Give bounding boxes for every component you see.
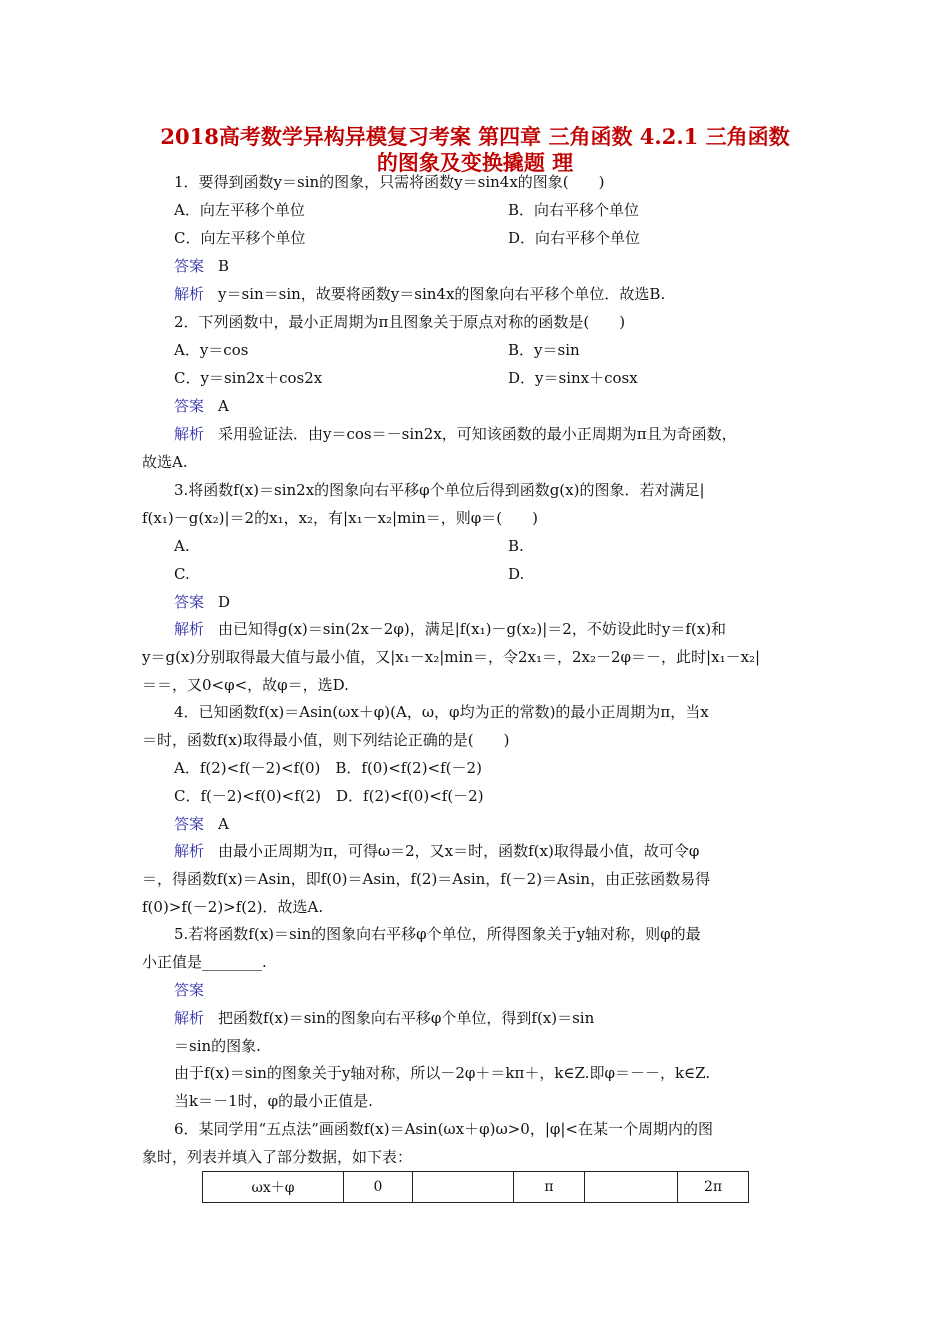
analysis-text: 把函数f(x)＝sin的图象向右平移φ个单位，得到f(x)＝sin: [218, 1009, 595, 1027]
table-cell: π: [514, 1172, 585, 1203]
q3-stem: 3.将函数f(x)＝sin2x的图象向右平移φ个单位后得到函数g(x)的图象．若对满足|: [174, 481, 705, 499]
q4-analysis-cont: f(0)>f(－2)>f(2)．故选A.: [142, 898, 324, 916]
q5-analysis-cont: 当k＝－1时，φ的最小正值是.: [174, 1092, 373, 1110]
answer-value: D: [218, 593, 231, 611]
answer-value: B: [218, 257, 230, 275]
q4-stem-cont: ＝时，函数f(x)取得最小值，则下列结论正确的是( ): [142, 731, 510, 749]
q1-option-a: A．向左平移个单位: [174, 201, 305, 219]
analysis-label: 解析: [174, 1009, 205, 1027]
table-cell: 2π: [678, 1172, 749, 1203]
q1-analysis: [174, 284, 665, 304]
q1-answer: [174, 256, 229, 276]
table-cell: ωx＋φ: [203, 1172, 344, 1203]
q3-option-a: A.: [174, 537, 190, 555]
answer-label: 答案: [174, 257, 205, 275]
document-title-line1: 2018高考数学异构异模复习考案 第四章 三角函数 4.2.1 三角函数: [160, 124, 790, 149]
q4-analysis-cont: ＝，得函数f(x)＝Asin，即f(0)＝Asin，f(2)＝Asin，f(－2)＝Asin，由正弦函数易得: [142, 870, 711, 888]
answer-label: 答案: [174, 981, 205, 999]
document-title-line2: 的图象及变换撬题 理: [376, 150, 574, 175]
q5-analysis: [174, 1008, 594, 1028]
q5-stem-cont: 小正值是________.: [142, 953, 267, 971]
q5-stem: 5.若将函数f(x)＝sin的图象向右平移φ个单位，所得图象关于y轴对称，则φ的最: [174, 925, 701, 943]
analysis-label: 解析: [174, 842, 205, 860]
q2-option-c: C．y＝sin2x＋cos2x: [174, 369, 323, 387]
q5-analysis-cont: ＝sin的图象.: [174, 1037, 261, 1055]
q1-option-d: D．向右平移个单位: [508, 229, 641, 247]
table-cell: [413, 1172, 514, 1203]
q1-option-c: C．向左平移个单位: [174, 229, 306, 247]
q4-options-ab: A．f(2)<f(－2)<f(0) B．f(0)<f(2)<f(－2): [174, 759, 482, 777]
analysis-label: 解析: [174, 425, 205, 443]
q2-stem: 2．下列函数中，最小正周期为π且图象关于原点对称的函数是( ): [174, 313, 626, 331]
answer-label: 答案: [174, 815, 205, 833]
five-point-table: [202, 1171, 749, 1203]
table-cell: [585, 1172, 678, 1203]
analysis-label: 解析: [174, 285, 205, 303]
q3-analysis-cont: y＝g(x)分别取得最大值与最小值，又|x₁－x₂|min＝，令2x₁＝，2x₂－2φ＝－，此时|x₁－x₂|: [142, 648, 761, 666]
q3-option-b: B.: [508, 537, 524, 555]
q3-stem-cont: f(x₁)－g(x₂)|＝2的x₁，x₂，有|x₁－x₂|min＝，则φ＝( ): [142, 509, 538, 527]
answer-value: A: [218, 397, 229, 415]
analysis-label: 解析: [174, 620, 205, 638]
q5-analysis-cont: 由于f(x)＝sin的图象关于y轴对称，所以－2φ＋＝kπ＋，k∈Z.即φ＝－－，k∈Z.: [174, 1064, 711, 1082]
q3-analysis: [174, 619, 726, 639]
answer-label: 答案: [174, 593, 205, 611]
q3-analysis-cont: ＝＝，又0<φ<，故φ＝，选D.: [142, 676, 349, 694]
q4-analysis: [174, 841, 699, 861]
q4-stem: 4．已知函数f(x)＝Asin(ωx＋φ)(A，ω，φ均为正的常数)的最小正周期为π，当x: [174, 703, 709, 721]
q2-analysis-cont: 故选A.: [142, 453, 188, 471]
q3-option-d: D.: [508, 565, 525, 583]
analysis-text: 由最小正周期为π，可得ω＝2，又x＝时，函数f(x)取得最小值，故可令φ: [218, 842, 700, 860]
answer-label: 答案: [174, 397, 205, 415]
q2-option-a: A．y＝cos: [174, 341, 249, 359]
q4-answer: [174, 814, 229, 834]
q3-answer: [174, 592, 230, 612]
answer-value: A: [218, 815, 229, 833]
q2-analysis: [174, 424, 737, 444]
analysis-text: 由已知得g(x)＝sin(2x－2φ)，满足|f(x₁)－g(x₂)|＝2，不妨设此时y＝f(x)和: [218, 620, 727, 638]
q6-stem: 6．某同学用“五点法”画函数f(x)＝Asin(ωx＋φ)ω>0，|φ|<在某一个周期内的图: [174, 1120, 714, 1138]
q6-stem-cont: 象时，列表并填入了部分数据，如下表：: [142, 1148, 413, 1166]
q4-options-cd: C．f(－2)<f(0)<f(2) D．f(2)<f(0)<f(－2): [174, 787, 484, 805]
table-cell: 0: [344, 1172, 413, 1203]
q3-option-c: C.: [174, 565, 190, 583]
analysis-text: y＝sin＝sin，故要将函数y＝sin4x的图象向右平移个单位．故选B.: [218, 285, 666, 303]
analysis-text: 采用验证法．由y＝cos＝－sin2x，可知该函数的最小正周期为π且为奇函数，: [218, 425, 737, 443]
q2-option-b: B．y＝sin: [508, 341, 580, 359]
q2-option-d: D．y＝sinx＋cosx: [508, 369, 638, 387]
q2-answer: [174, 396, 229, 416]
q5-answer: [174, 980, 218, 1000]
q1-option-b: B．向右平移个单位: [508, 201, 640, 219]
q1-stem: 1．要得到函数y＝sin的图象，只需将函数y＝sin4x的图象( ): [174, 173, 605, 191]
table-row: [203, 1172, 749, 1203]
